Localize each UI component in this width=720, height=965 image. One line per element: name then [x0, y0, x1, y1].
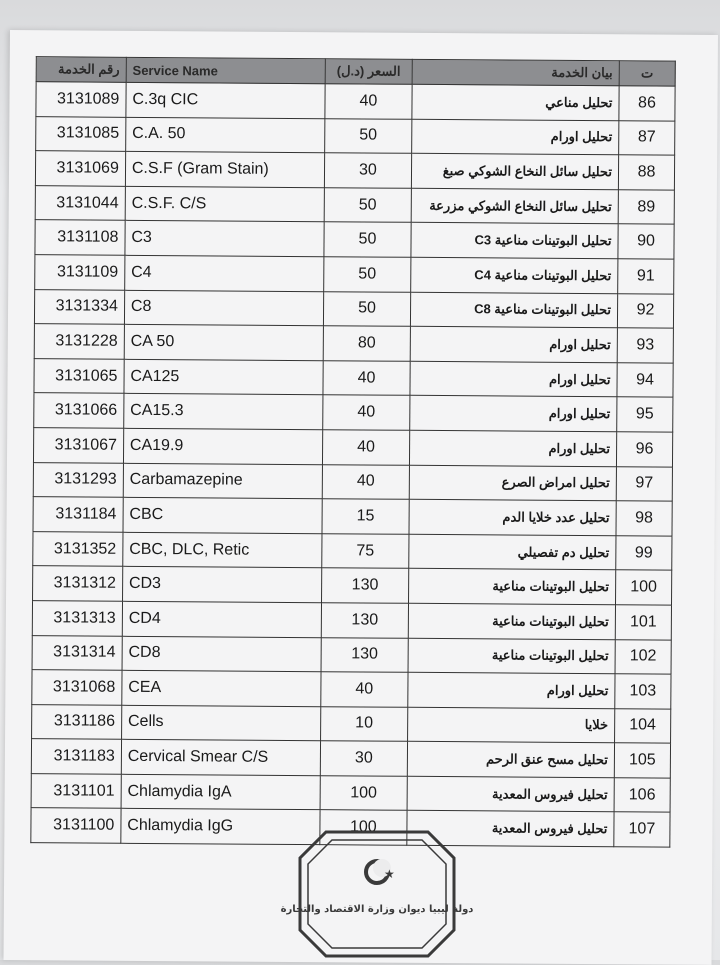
- cell-code: 3131186: [32, 704, 122, 739]
- cell-price: 40: [323, 360, 411, 395]
- cell-description: تحليل عدد خلايا الدم: [409, 499, 616, 535]
- cell-description: تحليل البوتينات مناعية C4: [411, 257, 618, 293]
- cell-description: تحليل دم تفصيلي: [409, 534, 616, 570]
- cell-service-name: CA15.3: [124, 394, 323, 430]
- cell-service-name: CBC, DLC, Retic: [123, 532, 322, 568]
- cell-description: تحليل اورام: [408, 672, 615, 708]
- cell-number: 98: [616, 501, 672, 536]
- cell-description: تحليل سائل النخاع الشوكي صبغ: [412, 153, 619, 189]
- cell-number: 86: [619, 86, 675, 121]
- cell-code: 3131068: [32, 670, 122, 705]
- cell-description: تحليل البوتينات مناعية C3: [411, 223, 618, 259]
- cell-price: 50: [323, 257, 411, 292]
- header-price: السعر (د.ل): [325, 59, 413, 85]
- cell-service-name: C.S.F (Gram Stain): [125, 151, 324, 187]
- cell-number: 87: [619, 120, 675, 155]
- cell-price: 50: [323, 222, 411, 257]
- table-row: [34, 289, 673, 328]
- stamp-octagon-outer: [300, 832, 454, 956]
- cell-description: تحليل البوتينات مناعية C8: [411, 292, 618, 328]
- header-code: رقم الخدمة: [36, 57, 126, 83]
- table-row: [31, 774, 670, 813]
- cell-price: 30: [324, 153, 412, 188]
- cell-code: 3131085: [36, 116, 126, 151]
- cell-code: 3131108: [35, 220, 125, 255]
- cell-description: تحليل اورام: [410, 396, 617, 432]
- cell-service-name: C3: [125, 221, 324, 257]
- cell-code: 3131183: [31, 739, 121, 774]
- table-row: [32, 601, 671, 640]
- cell-price: 40: [322, 464, 410, 499]
- cell-service-name: Chlamydia IgA: [121, 774, 320, 810]
- header-number: ت: [619, 61, 675, 86]
- cell-code: 3131293: [33, 462, 123, 497]
- cell-description: تحليل امراض الصرع: [410, 465, 617, 501]
- cell-service-name: CA19.9: [123, 428, 322, 464]
- cell-code: 3131089: [36, 82, 126, 117]
- cell-code: 3131228: [34, 324, 124, 359]
- cell-price: 40: [322, 395, 410, 430]
- cell-price: 10: [320, 706, 408, 741]
- cell-price: 75: [321, 533, 409, 568]
- cell-description: تحليل مناعي: [412, 84, 619, 120]
- cell-number: 99: [616, 535, 672, 570]
- table-row: [35, 255, 674, 294]
- cell-number: 94: [617, 362, 673, 397]
- cell-price: 80: [323, 326, 411, 361]
- stamp-text: دولة ليبيا ديوان وزارة الاقتصاد والتجارة: [280, 904, 474, 915]
- table-row: [36, 116, 675, 155]
- cell-description: تحليل فيروس المعدية: [407, 776, 614, 812]
- cell-code: 3131312: [33, 566, 123, 601]
- cell-number: 102: [615, 639, 671, 674]
- table-row: [33, 566, 672, 605]
- cell-code: 3131100: [31, 808, 121, 843]
- cell-service-name: Chlamydia IgG: [121, 809, 320, 845]
- cell-description: تحليل البوتينات مناعية: [408, 638, 615, 674]
- cell-description: تحليل اورام: [410, 430, 617, 466]
- cell-service-name: CD8: [122, 636, 321, 672]
- cell-description: تحليل البوتينات مناعية: [409, 569, 616, 605]
- cell-code: 3131069: [35, 151, 125, 186]
- cell-code: 3131065: [34, 358, 124, 393]
- cell-number: 100: [615, 570, 671, 605]
- cell-code: 3131314: [32, 635, 122, 670]
- table-row: [36, 82, 675, 121]
- cell-service-name: C4: [125, 255, 324, 291]
- cell-number: 90: [618, 224, 674, 259]
- cell-service-name: Carbamazepine: [123, 463, 322, 499]
- header-service-name: Service Name: [126, 57, 325, 83]
- cell-code: 3131067: [33, 428, 123, 463]
- cell-code: 3131352: [33, 531, 123, 566]
- table-body: [31, 82, 675, 848]
- table-row: [32, 635, 671, 674]
- cell-service-name: C8: [124, 290, 323, 326]
- table-row: [34, 393, 673, 432]
- cell-description: تحليل اورام: [412, 119, 619, 155]
- table-row: [33, 428, 672, 467]
- services-table: [30, 56, 675, 848]
- cell-service-name: C.S.F. C/S: [125, 186, 324, 222]
- cell-service-name: C.A. 50: [125, 117, 324, 153]
- cell-number: 107: [614, 812, 670, 847]
- cell-service-name: Cervical Smear C/S: [121, 740, 320, 776]
- cell-description: تحليل سائل النخاع الشوكي مزرعة: [411, 188, 618, 224]
- header-description: بيان الخدمة: [412, 59, 619, 85]
- cell-service-name: CBC: [123, 497, 322, 533]
- table-row: [31, 739, 670, 778]
- cell-service-name: Cells: [121, 705, 320, 741]
- cell-description: تحليل فيروس المعدية: [407, 811, 614, 847]
- cell-code: 3131109: [35, 255, 125, 290]
- document-page: [4, 30, 718, 965]
- cell-service-name: CEA: [122, 670, 321, 706]
- cell-number: 104: [614, 708, 670, 743]
- cell-code: 3131184: [33, 497, 123, 532]
- cell-number: 105: [614, 743, 670, 778]
- cell-price: 40: [322, 430, 410, 465]
- cell-code: 3131313: [32, 601, 122, 636]
- cell-number: 95: [617, 397, 673, 432]
- cell-service-name: CD3: [122, 567, 321, 603]
- cell-price: 40: [324, 84, 412, 119]
- cell-service-name: C.3q CIC: [126, 82, 325, 118]
- cell-number: 88: [618, 155, 674, 190]
- cell-code: 3131066: [34, 393, 124, 428]
- cell-price: 130: [321, 637, 409, 672]
- cell-service-name: CA125: [124, 359, 323, 395]
- cell-description: خلايا: [408, 707, 615, 743]
- cell-code: 3131044: [35, 185, 125, 220]
- cell-price: 130: [321, 603, 409, 638]
- cell-number: 93: [617, 328, 673, 363]
- cell-number: 89: [618, 190, 674, 225]
- cell-price: 30: [320, 741, 408, 776]
- cell-number: 101: [615, 605, 671, 640]
- cell-number: 91: [618, 259, 674, 294]
- table-row: [33, 462, 672, 501]
- cell-service-name: CD4: [122, 601, 321, 637]
- cell-description: تحليل مسح عنق الرحم: [408, 742, 615, 778]
- cell-number: 106: [614, 778, 670, 813]
- stamp-octagon-inner: [308, 840, 446, 948]
- cell-number: 92: [617, 293, 673, 328]
- cell-price: 130: [321, 568, 409, 603]
- table-row: [34, 324, 673, 363]
- table-row: [35, 151, 674, 190]
- official-stamp: [280, 828, 474, 960]
- table-row: [35, 220, 674, 259]
- cell-description: تحليل اورام: [410, 326, 617, 362]
- cell-code: 3131101: [31, 774, 121, 809]
- cell-code: 3131334: [34, 289, 124, 324]
- cell-price: 50: [324, 187, 412, 222]
- table-row: [34, 358, 673, 397]
- cell-service-name: CA 50: [124, 324, 323, 360]
- cell-description: تحليل البوتينات مناعية: [409, 603, 616, 639]
- table-row: [32, 704, 671, 743]
- cell-price: 15: [322, 499, 410, 534]
- cell-number: 103: [615, 674, 671, 709]
- cell-price: 40: [320, 672, 408, 707]
- cell-description: تحليل اورام: [410, 361, 617, 397]
- cell-number: 96: [616, 432, 672, 467]
- table-row: [35, 185, 674, 224]
- cell-number: 97: [616, 466, 672, 501]
- star-icon: ★: [384, 867, 395, 881]
- cell-price: 50: [324, 118, 412, 153]
- cell-price: 100: [320, 776, 408, 811]
- table-row: [33, 497, 672, 536]
- cell-price: 100: [319, 810, 407, 845]
- table-row: [32, 670, 671, 709]
- cell-price: 50: [323, 291, 411, 326]
- table-row: [33, 531, 672, 570]
